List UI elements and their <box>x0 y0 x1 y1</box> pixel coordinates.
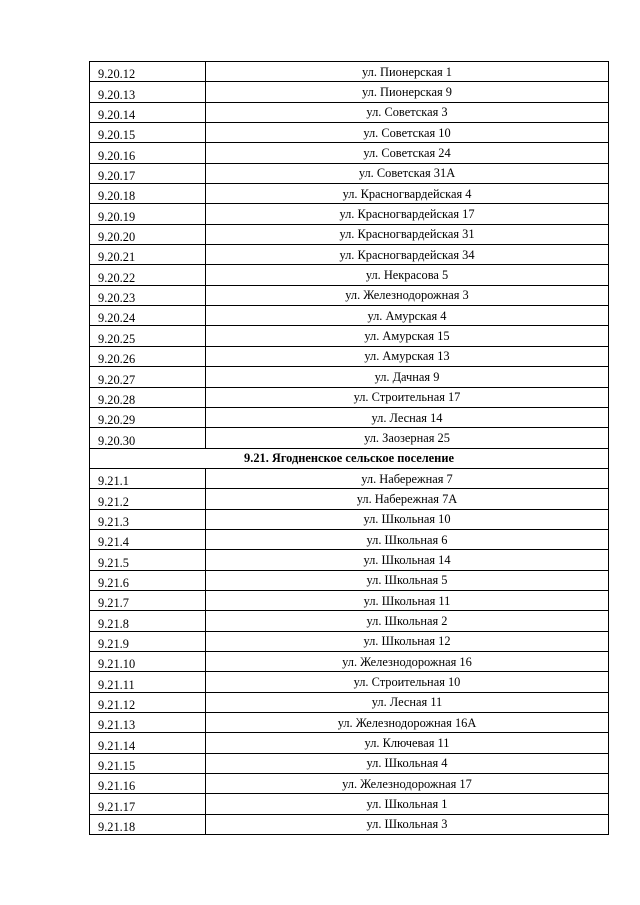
item-address: ул. Заозерная 25 <box>206 428 609 448</box>
item-address: ул. Набережная 7А <box>206 489 609 509</box>
table-row <box>90 123 609 143</box>
table-row <box>90 102 609 122</box>
table-row <box>90 468 609 488</box>
item-address: ул. Школьная 14 <box>206 550 609 570</box>
item-address: ул. Амурская 13 <box>206 346 609 366</box>
table-row <box>90 326 609 346</box>
item-address: ул. Железнодорожная 16 <box>206 651 609 671</box>
item-address: ул. Советская 31А <box>206 163 609 183</box>
item-number: 9.20.20 <box>90 224 206 244</box>
section-row <box>90 448 609 468</box>
table-row <box>90 204 609 224</box>
table-row <box>90 774 609 794</box>
table-row <box>90 346 609 366</box>
item-address: ул. Амурская 15 <box>206 326 609 346</box>
table-row <box>90 529 609 549</box>
item-address: ул. Красногвардейская 4 <box>206 184 609 204</box>
item-number: 9.21.9 <box>90 631 206 651</box>
address-table-body <box>90 62 609 835</box>
item-address: ул. Школьная 12 <box>206 631 609 651</box>
table-row <box>90 672 609 692</box>
item-number: 9.21.18 <box>90 814 206 834</box>
item-address: ул. Школьная 3 <box>206 814 609 834</box>
item-address: ул. Советская 24 <box>206 143 609 163</box>
item-address: ул. Школьная 1 <box>206 794 609 814</box>
item-address: ул. Строительная 17 <box>206 387 609 407</box>
table-row <box>90 550 609 570</box>
item-number: 9.20.21 <box>90 245 206 265</box>
item-address: ул. Красногвардейская 17 <box>206 204 609 224</box>
item-number: 9.21.11 <box>90 672 206 692</box>
item-address: ул. Школьная 4 <box>206 753 609 773</box>
item-number: 9.20.12 <box>90 62 206 82</box>
table-row <box>90 570 609 590</box>
table-row <box>90 428 609 448</box>
item-number: 9.20.16 <box>90 143 206 163</box>
item-number: 9.21.15 <box>90 753 206 773</box>
address-table <box>89 61 609 835</box>
table-row <box>90 265 609 285</box>
item-address: ул. Школьная 10 <box>206 509 609 529</box>
item-number: 9.21.13 <box>90 713 206 733</box>
item-address: ул. Железнодорожная 16А <box>206 713 609 733</box>
item-number: 9.21.14 <box>90 733 206 753</box>
table-row <box>90 245 609 265</box>
item-address: ул. Железнодорожная 17 <box>206 774 609 794</box>
item-address: ул. Набережная 7 <box>206 468 609 488</box>
item-number: 9.20.28 <box>90 387 206 407</box>
table-row <box>90 224 609 244</box>
item-number: 9.20.19 <box>90 204 206 224</box>
item-number: 9.20.18 <box>90 184 206 204</box>
table-row <box>90 82 609 102</box>
item-address: ул. Дачная 9 <box>206 367 609 387</box>
table-row <box>90 631 609 651</box>
item-number: 9.20.27 <box>90 367 206 387</box>
table-row <box>90 367 609 387</box>
item-number: 9.21.2 <box>90 489 206 509</box>
item-number: 9.21.5 <box>90 550 206 570</box>
item-number: 9.21.4 <box>90 529 206 549</box>
item-number: 9.21.8 <box>90 611 206 631</box>
item-address: ул. Школьная 6 <box>206 529 609 549</box>
item-address: ул. Пионерская 1 <box>206 62 609 82</box>
item-address: ул. Школьная 5 <box>206 570 609 590</box>
item-number: 9.21.1 <box>90 468 206 488</box>
table-row <box>90 62 609 82</box>
item-address: ул. Школьная 2 <box>206 611 609 631</box>
item-number: 9.20.30 <box>90 428 206 448</box>
item-number: 9.20.14 <box>90 102 206 122</box>
table-row <box>90 407 609 427</box>
table-row <box>90 611 609 631</box>
item-number: 9.20.13 <box>90 82 206 102</box>
item-address: ул. Лесная 14 <box>206 407 609 427</box>
table-row <box>90 285 609 305</box>
table-row <box>90 753 609 773</box>
item-number: 9.20.22 <box>90 265 206 285</box>
item-number: 9.21.10 <box>90 651 206 671</box>
table-row <box>90 184 609 204</box>
table-row <box>90 733 609 753</box>
table-row <box>90 387 609 407</box>
table-row <box>90 794 609 814</box>
table-row <box>90 509 609 529</box>
table-row <box>90 590 609 610</box>
item-number: 9.21.6 <box>90 570 206 590</box>
table-row <box>90 713 609 733</box>
item-number: 9.20.23 <box>90 285 206 305</box>
item-address: ул. Красногвардейская 31 <box>206 224 609 244</box>
item-address: ул. Лесная 11 <box>206 692 609 712</box>
item-number: 9.21.17 <box>90 794 206 814</box>
item-address: ул. Советская 10 <box>206 123 609 143</box>
item-number: 9.20.25 <box>90 326 206 346</box>
item-number: 9.20.24 <box>90 306 206 326</box>
table-row <box>90 692 609 712</box>
item-address: ул. Ключевая 11 <box>206 733 609 753</box>
item-address: ул. Пионерская 9 <box>206 82 609 102</box>
table-row <box>90 306 609 326</box>
table-row <box>90 489 609 509</box>
item-address: ул. Некрасова 5 <box>206 265 609 285</box>
table-row <box>90 651 609 671</box>
item-number: 9.21.16 <box>90 774 206 794</box>
item-number: 9.21.7 <box>90 590 206 610</box>
item-number: 9.20.15 <box>90 123 206 143</box>
table-row <box>90 143 609 163</box>
section-title: 9.21. Ягодненское сельское поселение <box>90 448 609 468</box>
item-number: 9.20.29 <box>90 407 206 427</box>
table-row <box>90 814 609 834</box>
item-number: 9.21.12 <box>90 692 206 712</box>
item-address: ул. Красногвардейская 34 <box>206 245 609 265</box>
item-address: ул. Школьная 11 <box>206 590 609 610</box>
item-address: ул. Железнодорожная 3 <box>206 285 609 305</box>
item-address: ул. Советская 3 <box>206 102 609 122</box>
table-row <box>90 163 609 183</box>
item-number: 9.20.26 <box>90 346 206 366</box>
item-number: 9.20.17 <box>90 163 206 183</box>
item-address: ул. Амурская 4 <box>206 306 609 326</box>
item-address: ул. Строительная 10 <box>206 672 609 692</box>
item-number: 9.21.3 <box>90 509 206 529</box>
